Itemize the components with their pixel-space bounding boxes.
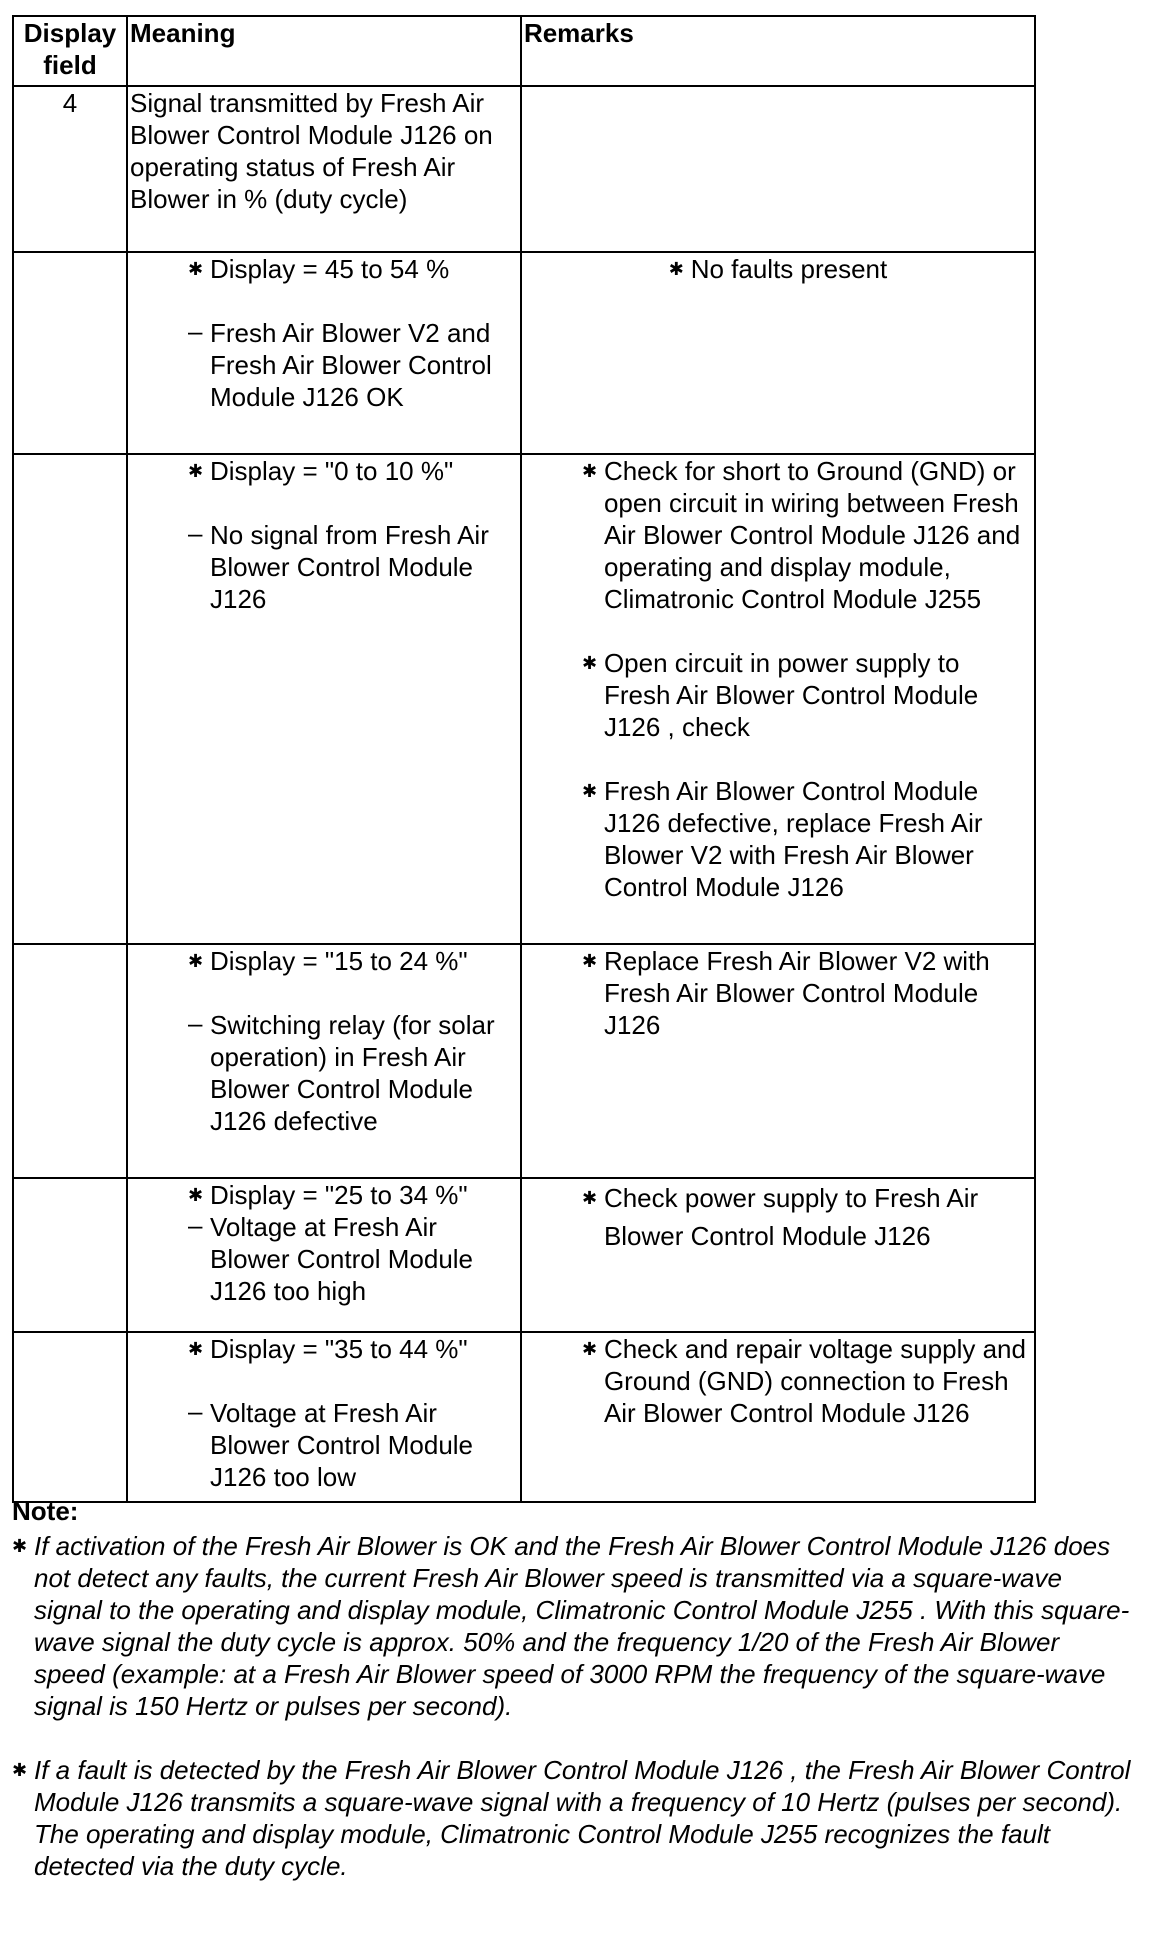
table-row: [13, 944, 1035, 1178]
empty-cell: [13, 454, 127, 944]
bullet-icon: ✱: [581, 653, 598, 673]
table-row: [13, 252, 1035, 454]
header-display-field: Display field: [13, 16, 127, 86]
header-meaning: Meaning: [127, 16, 521, 86]
remark-item: ✱ Check and repair voltage supply and Ground (GND) connection to Fresh Air Blower Control Module J126: [581, 1334, 1026, 1428]
meaning-cell: [127, 252, 521, 454]
note-list: [12, 1530, 1132, 1882]
display-field-value: 4: [13, 86, 127, 252]
meaning-cell: [127, 454, 521, 944]
meaning-text: – Voltage at Fresh Air Blower Control Module J126 too high: [188, 1210, 474, 1306]
bullet-icon: ✱: [188, 1339, 204, 1359]
display-range: ✱ Display = "0 to 10 %": [188, 456, 454, 486]
empty-cell: [13, 1178, 127, 1332]
meaning-cell: [127, 944, 521, 1178]
bullet-icon: ✱: [581, 1188, 598, 1208]
bullet-icon: ✱: [188, 1185, 204, 1205]
intro-row: [13, 86, 1035, 252]
bullet-icon: ✱: [668, 259, 684, 279]
table-row: [13, 454, 1035, 944]
header-remarks: Remarks: [521, 16, 1035, 86]
remarks-cell: [521, 454, 1035, 944]
table-row: [13, 1178, 1035, 1332]
note-item: ✱ If activation of the Fresh Air Blower is OK and the Fresh Air Blower Control Module J126 does not detect any faults, the current Fresh Air Blower speed is transmitted via a square-wave signal to the operating and display module, Climatronic Control Module J255 . With this square-wave signal the duty cycle is approx. 50% and the frequency 1/20 of the Fresh Air Blower speed (example: at a Fresh Air Blower speed of 3000 RPM the frequency of the square-wave signal is 150 Hertz or pulses per second).: [12, 1531, 1130, 1721]
bullet-icon: ✱: [12, 1536, 28, 1556]
bullet-icon: ✱: [188, 259, 204, 279]
bullet-icon: ✱: [581, 461, 598, 481]
note-title: Note:: [12, 1496, 79, 1526]
display-range: ✱ Display = "35 to 44 %": [188, 1334, 468, 1364]
empty-cell: [13, 944, 127, 1178]
dash-icon: –: [188, 316, 203, 346]
meaning-cell: [127, 1332, 521, 1502]
remark-item: ✱ Fresh Air Blower Control Module J126 defective, replace Fresh Air Blower V2 with Fresh Air Blower Control Module J126: [581, 776, 983, 902]
remark-item: ✱ Open circuit in power supply to Fresh Air Blower Control Module J126 , check: [581, 648, 979, 742]
table-row: [13, 1332, 1035, 1502]
meaning-text: – Switching relay (for solar operation) in Fresh Air Blower Control Module J126 defective: [188, 1008, 495, 1136]
dash-icon: –: [188, 1396, 203, 1426]
bullet-icon: ✱: [188, 461, 204, 481]
meaning-text: – No signal from Fresh Air Blower Control Module J126: [188, 518, 489, 614]
display-range: ✱ Display = "25 to 34 %": [188, 1180, 468, 1210]
remarks-cell: [521, 944, 1035, 1178]
remarks-cell: [521, 252, 1035, 454]
bullet-icon: ✱: [581, 781, 598, 801]
meaning-text: – Voltage at Fresh Air Blower Control Module J126 too low: [188, 1396, 474, 1492]
note-item: ✱ If a fault is detected by the Fresh Air Blower Control Module J126 , the Fresh Air Blower Control Module J126 transmits a square-wave signal with a frequency of 10 Hertz (pulses per second). The operating and display module, Climatronic Control Module J255 recognizes the fault detected via the duty cycle.: [12, 1755, 1131, 1881]
remarks-cell: [521, 1178, 1035, 1332]
remarks-cell: [521, 1332, 1035, 1502]
remark-item: ✱ Check for short to Ground (GND) or open circuit in wiring between Fresh Air Blower Control Module J126 and operating and display module, Climatronic Control Module J255: [581, 456, 1021, 614]
meaning-text: – Fresh Air Blower V2 and Fresh Air Blower Control Module J126 OK: [188, 316, 492, 412]
dash-icon: –: [188, 1210, 203, 1240]
remark-item: ✱ Check power supply to Fresh Air Blower Control Module J126: [582, 1179, 1032, 1255]
display-range: ✱ Display = "15 to 24 %": [188, 946, 468, 976]
bullet-icon: ✱: [581, 1339, 598, 1359]
empty-cell: [13, 252, 127, 454]
intro-meaning: Signal transmitted by Fresh Air Blower Control Module J126 on operating status of Fresh Air Blower in % (duty cycle): [127, 86, 521, 252]
intro-remarks: [521, 86, 1035, 252]
meaning-cell: [127, 1178, 521, 1332]
diagnostic-table: [12, 15, 1036, 1503]
remark-item: ✱ No faults present: [668, 254, 888, 284]
dash-icon: –: [188, 518, 203, 548]
display-range: ✱ Display = 45 to 54 %: [188, 254, 450, 284]
empty-cell: [13, 1332, 127, 1502]
dash-icon: –: [188, 1008, 203, 1038]
bullet-icon: ✱: [188, 951, 204, 971]
header-row: [13, 16, 1035, 86]
remark-item: ✱ Replace Fresh Air Blower V2 with Fresh Air Blower Control Module J126: [581, 946, 990, 1040]
bullet-icon: ✱: [581, 951, 598, 971]
bullet-icon: ✱: [12, 1760, 28, 1780]
